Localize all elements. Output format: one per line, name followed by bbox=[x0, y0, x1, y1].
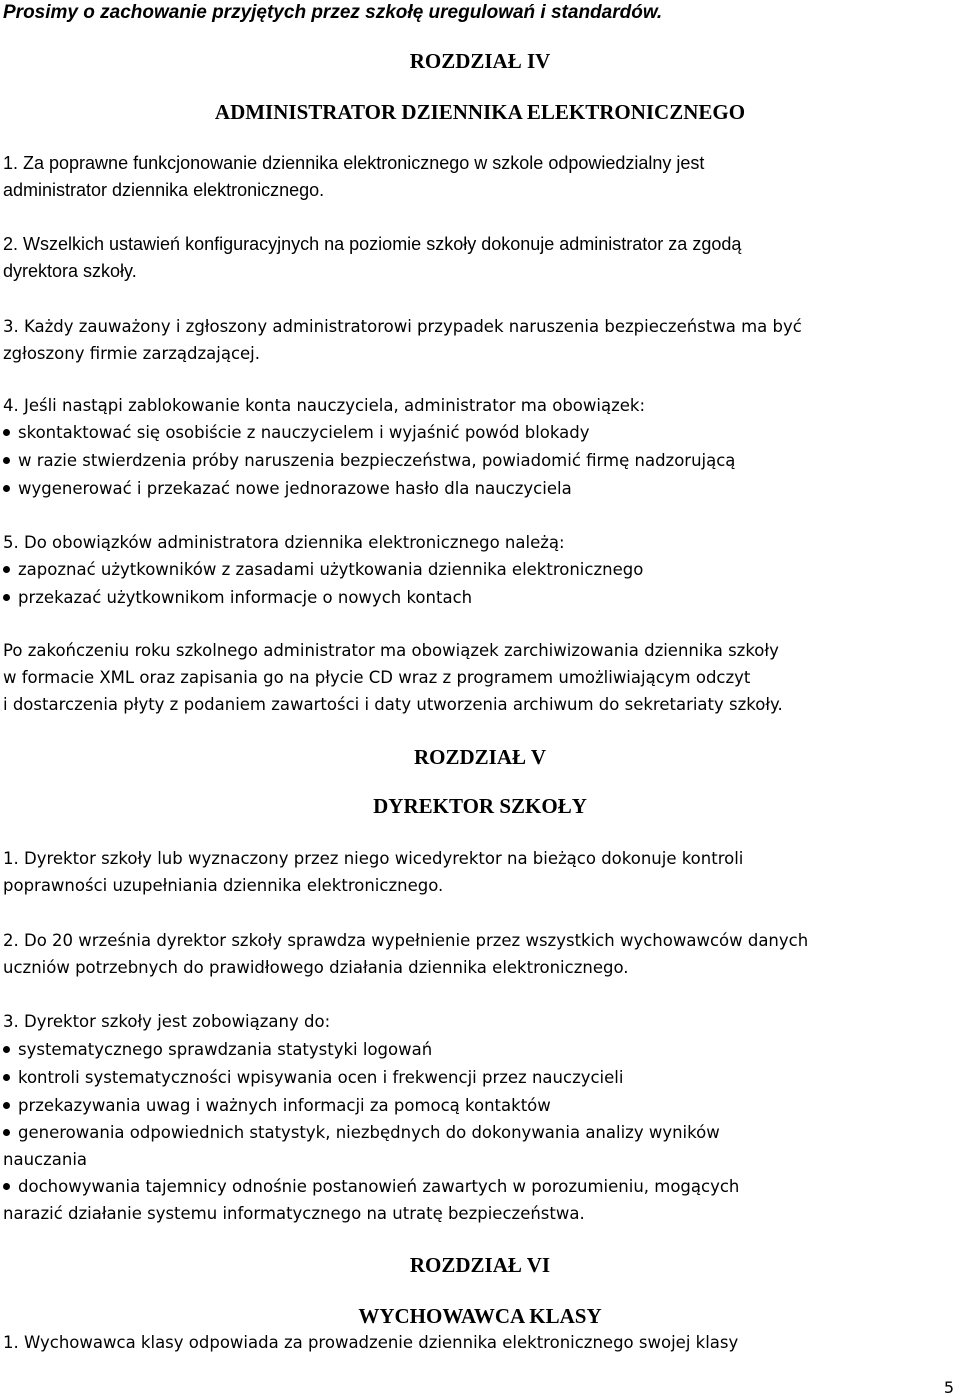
chapter-5-title: ROZDZIAŁ V bbox=[413, 745, 547, 769]
ch6-paragraph-1: 1. Wychowawca klasy odpowiada za prowadzenie dziennika elektronicznego swojej klasy bbox=[3, 1333, 739, 1352]
ch4-paragraph-3: 3. Każdy zauważony i zgłoszony administratorowi przypadek naruszenia bezpieczeństwa ma być zgłoszony firmie zarządzającej. bbox=[3, 317, 802, 363]
bullet-icon bbox=[3, 1046, 10, 1053]
list-item: dochowywania tajemnicy odnośnie postanowień zawartych w porozumieniu, mogących narazić działanie systemu informatycznego na utratę bezpieczeństwa. bbox=[3, 1177, 740, 1223]
list-item: zapoznać użytkowników z zasadami użytkowania dziennika elektronicznego bbox=[3, 556, 883, 583]
intro-note: Prosimy o zachowanie przyjętych przez szkołę uregulowań i standardów. bbox=[3, 2, 663, 23]
bullet-icon bbox=[3, 1183, 10, 1190]
page-number: 5 bbox=[943, 1378, 954, 1397]
ch4-paragraph-4: 4. Jeśli nastąpi zablokowanie konta nauczyciela, administrator ma obowiązek: bbox=[3, 396, 646, 415]
bullet-icon bbox=[3, 485, 10, 492]
list-item: wygenerować i przekazać nowe jednorazowe hasło dla nauczyciela bbox=[3, 475, 883, 502]
bullet-icon bbox=[3, 1129, 10, 1136]
chapter-4-title: ROZDZIAŁ IV bbox=[409, 49, 551, 73]
list-item: systematycznego sprawdzania statystyki logowań bbox=[3, 1036, 883, 1063]
list-item: przekazywania uwag i ważnych informacji za pomocą kontaktów bbox=[3, 1092, 883, 1119]
bullet-icon bbox=[3, 1074, 10, 1081]
bullet-icon bbox=[3, 1102, 10, 1109]
chapter-6-subtitle: WYCHOWAWCA KLASY bbox=[358, 1304, 602, 1328]
bullet-icon bbox=[3, 429, 10, 436]
chapter-4-subtitle: ADMINISTRATOR DZIENNIKA ELEKTRONICZNEGO bbox=[214, 100, 746, 124]
ch4-paragraph-6: Po zakończeniu roku szkolnego administrator ma obowiązek zarchiwizowania dziennika szkoły w formacie XML oraz zapisania go na płycie CD wraz z programem umożliwiającym odczyt i dostarczenia płyty z podaniem zawartości i daty utworzenia archiwum do sekretariaty szkoły. bbox=[3, 641, 783, 714]
ch5-paragraph-1: 1. Dyrektor szkoły lub wyznaczony przez niego wicedyrektor na bieżąco dokonuje kontroli poprawności uzupełniania dziennika elektronicznego. bbox=[3, 849, 744, 895]
ch5-paragraph-2: 2. Do 20 września dyrektor szkoły sprawdza wypełnienie przez wszystkich wychowawców danych uczniów potrzebnych do prawidłowego działania dziennika elektronicznego. bbox=[3, 931, 809, 977]
bullet-icon bbox=[3, 594, 10, 601]
list-item: przekazać użytkownikom informacje o nowych kontach bbox=[3, 584, 883, 611]
list-item: w razie stwierdzenia próby naruszenia bezpieczeństwa, powiadomić firmę nadzorującą bbox=[3, 447, 883, 474]
chapter-6-title: ROZDZIAŁ VI bbox=[409, 1253, 551, 1277]
ch4-paragraph-5: 5. Do obowiązków administratora dziennika elektronicznego należą: bbox=[3, 533, 565, 552]
bullet-icon bbox=[3, 566, 10, 573]
list-item: generowania odpowiednich statystyk, niezbędnych do dokonywania analizy wyników nauczania bbox=[3, 1123, 720, 1169]
list-item: kontroli systematyczności wpisywania ocen i frekwencji przez nauczycieli bbox=[3, 1064, 883, 1091]
list-item: skontaktować się osobiście z nauczycielem i wyjaśnić powód blokady bbox=[3, 419, 883, 446]
chapter-5-subtitle: DYREKTOR SZKOŁY bbox=[373, 794, 587, 818]
bullet-icon bbox=[3, 457, 10, 464]
ch5-paragraph-3: 3. Dyrektor szkoły jest zobowiązany do: bbox=[3, 1012, 331, 1031]
ch4-paragraph-1: 1. Za poprawne funkcjonowanie dziennika elektronicznego w szkole odpowiedzialny jest administrator dziennika elektronicznego. bbox=[3, 153, 705, 200]
ch4-paragraph-2: 2. Wszelkich ustawień konfiguracyjnych na poziomie szkoły dokonuje administrator za zgodą dyrektora szkoły. bbox=[3, 234, 742, 281]
